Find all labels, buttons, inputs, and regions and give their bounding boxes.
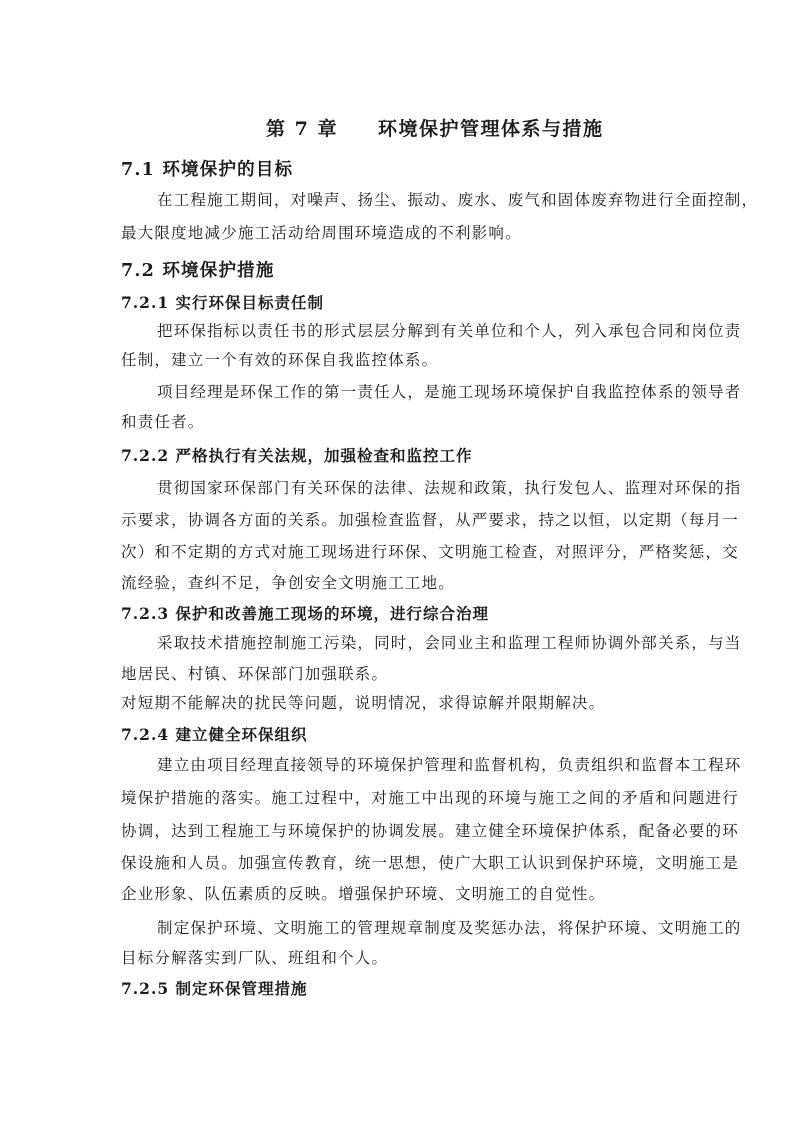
- paragraph-line: 项目经理是环保工作的第一责任人，是施工现场环境保护自我监控体系的领导者: [157, 383, 742, 401]
- subsection-heading-7-2-5: 7.2.5 制定环保管理措施: [121, 979, 308, 998]
- paragraph-line: 制定保护环境、文明施工的管理规章制度及奖惩办法，将保护环境、文明施工的: [157, 919, 742, 937]
- paragraph-line: 采取技术措施控制施工污染，同时，会同业主和监理工程师协调外部关系，与当: [157, 634, 742, 652]
- paragraph-line: 协调，达到工程施工与环境保护的协调发展。建立健全环境保护体系，配备必要的环: [121, 822, 739, 840]
- paragraph-line: 贯彻国家环保部门有关环保的法律、法规和政策，执行发包人、监理对环保的指: [157, 479, 742, 497]
- paragraph-line: 把环保指标以责任书的形式层层分解到有关单位和个人，列入承包合同和岗位责: [157, 322, 742, 340]
- paragraph-line: 在工程施工期间，对噪声、扬尘、振动、废水、废气和固体废弃物进行全面控制，: [157, 191, 759, 209]
- section-heading-7-1: 7.1 环境保护的目标: [121, 160, 294, 180]
- paragraph-line: 地居民、村镇、环保部门加强联系。: [121, 665, 389, 683]
- paragraph-line: 任制，建立一个有效的环保自我监控体系。: [121, 351, 439, 369]
- subsection-heading-7-2-2: 7.2.2 严格执行有关法规，加强检查和监控工作: [121, 446, 473, 465]
- paragraph-line: 次）和不定期的方式对施工现场进行环保、文明施工检查，对照评分，严格奖惩，交: [121, 543, 739, 561]
- paragraph-line: 境保护措施的落实。施工过程中，对施工中出现的环境与施工之间的矛盾和问题进行: [121, 789, 739, 807]
- chapter-title: [266, 114, 603, 141]
- paragraph-line: 和责任者。: [121, 413, 205, 431]
- paragraph-line: 对短期不能解决的扰民等问题，说明情况，求得谅解并限期解决。: [121, 694, 606, 712]
- subsection-heading-7-2-1: 7.2.1 实行环保目标责任制: [121, 293, 325, 312]
- paragraph-line: 流经验，查纠不足，争创安全文明施工工地。: [121, 574, 456, 592]
- paragraph-line: 示要求，协调各方面的关系。加强检查监督，从严要求，持之以恒，以定期（每月一: [121, 511, 739, 529]
- paragraph-line: 企业形象、队伍素质的反映。增强保护环境、文明施工的自觉性。: [121, 885, 606, 903]
- chapter-name: 环境保护管理体系与措施: [377, 118, 604, 140]
- section-heading-7-2: 7.2 环境保护措施: [121, 261, 275, 281]
- chapter-number: 第 7 章: [266, 118, 338, 140]
- paragraph-line: 保设施和人员。加强宣传教育，统一思想，使广大职工认识到保护环境，文明施工是: [121, 854, 739, 872]
- subsection-heading-7-2-3: 7.2.3 保护和改善施工现场的环境，进行综合治理: [121, 604, 490, 623]
- paragraph-line: 最大限度地减少施工活动给周围环境造成的不利影响。: [121, 224, 522, 242]
- paragraph-line: 建立由项目经理直接领导的环境保护管理和监督机构，负责组织和监督本工程环: [157, 756, 742, 774]
- subsection-heading-7-2-4: 7.2.4 建立健全环保组织: [121, 725, 308, 744]
- paragraph-line: 目标分解落实到厂队、班组和个人。: [121, 949, 389, 967]
